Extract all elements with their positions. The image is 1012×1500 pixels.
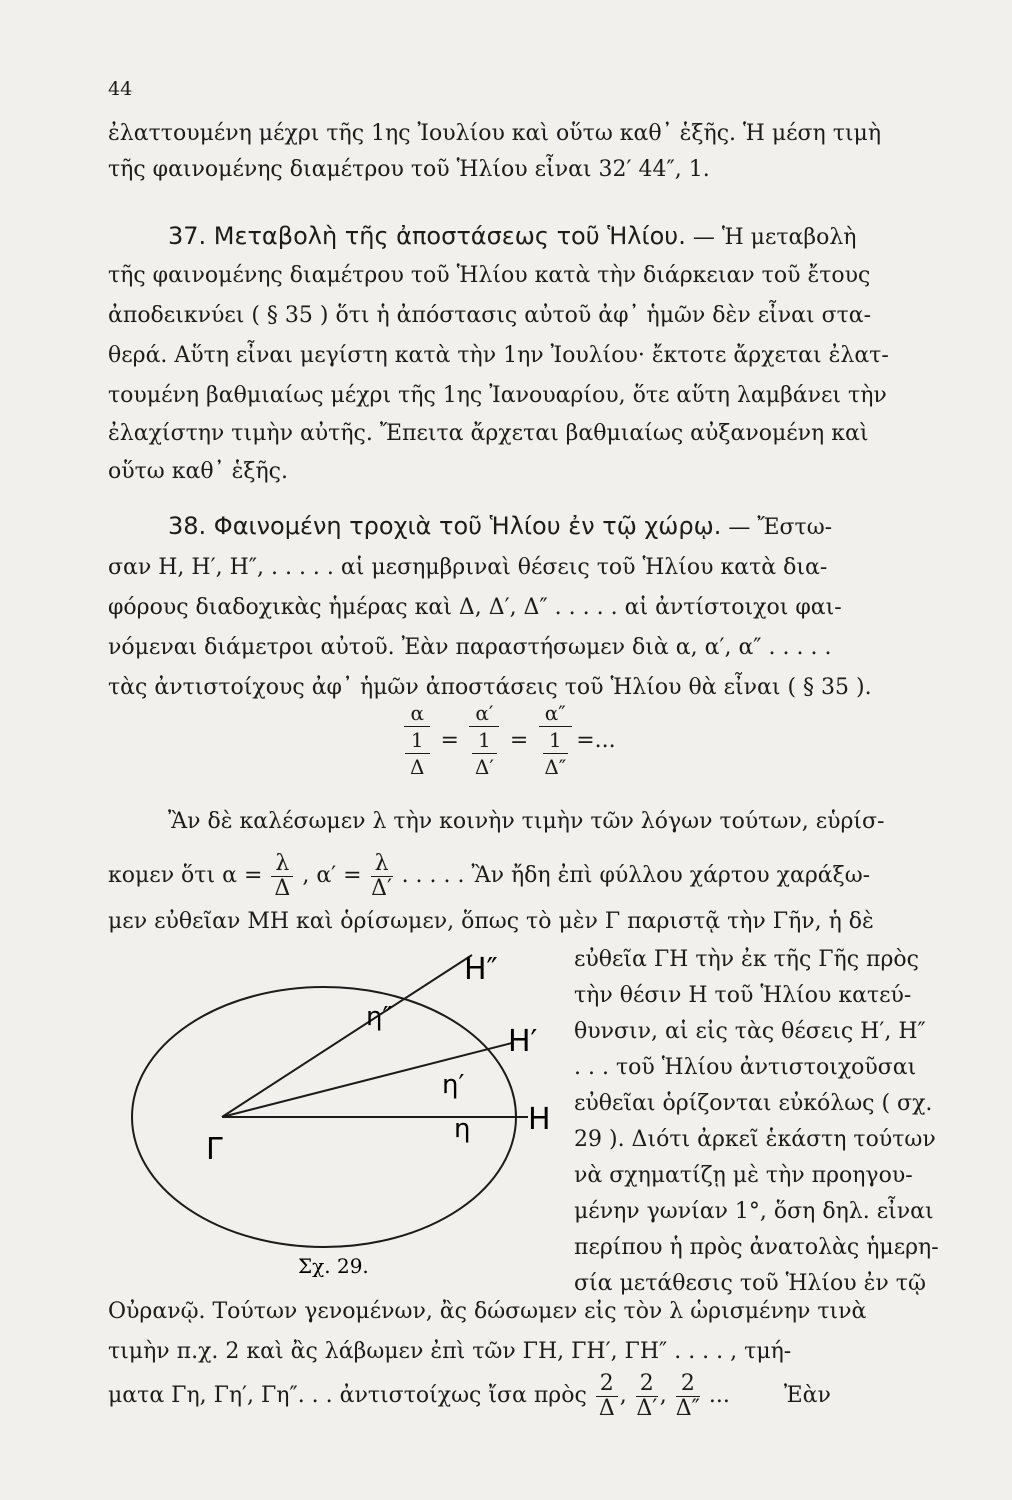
line-gamma-h-prime xyxy=(222,1043,512,1117)
formula-tail: =... xyxy=(576,727,616,753)
section-37-first-line-rest: — Ἡ μεταβολὴ xyxy=(692,225,857,250)
para-after-line3: μεν εὐθεῖαν ΜΗ καὶ ὁρίσωμεν, ὅπως τὸ μὲν Γ παριστᾷ τὴν Γῆν, ἡ δὲ xyxy=(108,909,874,934)
fraction-2-delta-double-prime xyxy=(676,1372,700,1421)
label-gamma: Γ xyxy=(206,1132,223,1167)
side-line: . . . τοῦ Ἡλίου ἀντιστοιχοῦσαι xyxy=(574,1055,917,1080)
side-line: εὐθεῖαι ὁρίζονται εὐκόλως ( σχ. xyxy=(574,1091,933,1116)
fraction-denominator: Δ xyxy=(598,1395,615,1421)
text-segment: , α′ = xyxy=(302,863,362,888)
fraction-denominator: Δ′ xyxy=(636,1395,658,1421)
side-line: περίπου ἡ πρὸς ἀνατολὰς ἡμερη- xyxy=(574,1235,939,1260)
label-eta-double-prime: η″ xyxy=(366,1002,393,1032)
para1-line1: ἐλαττουμένη μέχρι τῆς 1ης Ἰουλίου καὶ οὕτω καθ᾽ ἑξῆς. Ἡ μέση τιμὴ xyxy=(108,121,881,146)
side-line: τὴν θέσιν Η τοῦ Ἡλίου κατεύ- xyxy=(574,983,912,1008)
term-numerator: α″ xyxy=(539,700,572,727)
formula-term xyxy=(538,700,572,780)
para-after-line1: Ἂν δὲ καλέσωμεν λ τὴν κοινὴν τιμὴν τῶν λόγων τούτων, εὑρίσ- xyxy=(168,809,885,834)
section-37-line: τῆς φαινομένης διαμέτρου τοῦ Ἡλίου κατὰ τὴν διάρκειαν τοῦ ἔτους xyxy=(108,263,871,288)
text-segment: κομεν ὅτι α = xyxy=(108,863,263,888)
para-after-line2 xyxy=(108,846,870,906)
fraction-denominator: Δ′ xyxy=(371,875,393,901)
side-line: θυνσιν, αἱ εἰς τὰς θέσεις Η′, Η″ xyxy=(574,1019,926,1044)
section-38-first-line-rest: — Ἔστω- xyxy=(728,515,833,540)
label-h-double-prime: Η″ xyxy=(464,952,498,987)
section-38-heading: 38. Φαινομένη τροχιὰ τοῦ Ἡλίου ἐν τῷ χώρῳ. xyxy=(168,512,722,540)
term-numerator: α′ xyxy=(469,700,499,727)
text-segment: ματα Γη, Γη′, Γη″. . . ἀντιστοίχως ἴσα πρὸς xyxy=(108,1383,587,1408)
term-one: 1 xyxy=(543,727,568,754)
side-line: 29 ). Διότι ἀρκεῖ ἑκάστη τούτων xyxy=(574,1127,936,1152)
section-38-line: νόμεναι διάμετροι αὐτοῦ. Ἐὰν παραστήσωμεν διὰ α, α′, α″ . . . . . xyxy=(108,635,832,660)
fraction-lambda-delta xyxy=(271,852,293,901)
text-segment: Ἐὰν xyxy=(783,1383,831,1408)
fraction-numerator: 2 xyxy=(676,1372,700,1397)
side-line: εὐθεῖα ΓΗ τὴν ἐκ τῆς Γῆς πρὸς xyxy=(574,947,919,972)
term-denominator: Δ xyxy=(410,755,425,779)
label-eta-prime: η′ xyxy=(442,1070,465,1100)
section-37-line: οὕτω καθ᾽ ἑξῆς. xyxy=(108,459,288,484)
proportion-formula xyxy=(400,700,616,780)
fraction-2-delta-prime xyxy=(636,1372,658,1421)
section-38-first-line xyxy=(168,512,832,542)
fraction-numerator: 2 xyxy=(636,1372,658,1397)
term-denominator: Δ′ xyxy=(474,755,494,779)
formula-term xyxy=(404,700,430,780)
text-segment: ... xyxy=(708,1383,730,1408)
section-38-line: φόρους διαδοχικὰς ἡμέρας καὶ Δ, Δ′, Δ″ . . . . . αἱ ἀντίστοιχοι φαι- xyxy=(108,595,842,620)
fraction-numerator: λ xyxy=(371,852,393,877)
term-denominator: Δ″ xyxy=(544,755,567,779)
side-line: νὰ σχηματίζῃ μὲ τὴν προηγου- xyxy=(574,1163,913,1188)
fraction-denominator: Δ xyxy=(274,875,291,901)
section-38-line: τὰς ἀντιστοίχους ἀφ᾽ ἡμῶν ἀποστάσεις τοῦ Ἡλίου θὰ εἶναι ( § 35 ). xyxy=(108,675,872,700)
side-line: μένην γωνίαν 1°, ὅση δηλ. εἶναι xyxy=(574,1199,934,1224)
fraction-numerator: λ xyxy=(271,852,293,877)
final-line3: ματα Γη, Γη′, Γη″. . . ἀντιστοίχως ἴσα πρὸς $\frac{2}{\Delta}$ , $\frac{2}{\Delta'}$ , $\frac{2}{\Delta''}$ ... Ἐὰν xyxy=(108,1370,831,1421)
equals-sign: = xyxy=(509,727,529,753)
equals-sign: = xyxy=(440,727,459,753)
final-line1: Οὐρανῷ. Τούτων γενομένων, ἂς δώσωμεν εἰς τὸν λ ὡρισμένην τινὰ xyxy=(108,1299,867,1324)
section-37-line: τουμένη βαθμιαίως μέχρι τῆς 1ης Ἰανουαρίου, ὅτε αὕτη λαμβάνει τὴν xyxy=(108,383,887,408)
para1-line2: τῆς φαινομένης διαμέτρου τοῦ Ἡλίου εἶναι 32′ 44″, 1. xyxy=(108,157,710,182)
section-37-line: ἐλαχίστην τιμὴν αὐτῆς. Ἔπειτα ἄρχεται βαθμιαίως αὐξανομένη καὶ xyxy=(108,421,869,446)
section-37-line: θερά. Αὕτη εἶναι μεγίστη κατὰ τὴν 1ην Ἰουλίου· ἔκτοτε ἄρχεται ἐλατ- xyxy=(108,343,889,368)
figure-caption: Σχ. 29. xyxy=(298,1254,369,1278)
section-37-line: ἀποδεικνύει ( § 35 ) ὅτι ἡ ἀπόστασις αὐτοῦ ἀφ᾽ ἡμῶν δὲν εἶναι στα- xyxy=(108,303,872,328)
term-one: 1 xyxy=(405,727,430,754)
fraction-2-delta xyxy=(596,1372,618,1421)
fraction-numerator: 2 xyxy=(596,1372,618,1397)
figure-29 xyxy=(110,945,560,1285)
line-gamma-h-double-prime xyxy=(222,955,472,1117)
fraction-lambda-delta-prime xyxy=(371,852,393,901)
text-segment: . . . . . Ἂν ἤδη ἐπὶ φύλλου χάρτου χαράξω- xyxy=(401,863,871,888)
term-numerator: α xyxy=(404,700,430,727)
page-number: 44 xyxy=(108,78,133,100)
section-38-line: σαν Η, Η′, Η″, . . . . . αἱ μεσημβριναὶ θέσεις τοῦ Ἡλίου κατὰ δια- xyxy=(108,555,828,580)
fraction-denominator: Δ″ xyxy=(675,1395,700,1421)
term-one: 1 xyxy=(472,727,497,754)
section-37-heading: 37. Μεταβολὴ τῆς ἀποστάσεως τοῦ Ἡλίου. xyxy=(168,222,686,250)
label-h-prime: Η′ xyxy=(508,1024,538,1059)
final-line2: τιμὴν π.χ. 2 καὶ ἂς λάβωμεν ἐπὶ τῶν ΓΗ, ΓΗ′, ΓΗ″ . . . . , τμή- xyxy=(108,1339,792,1364)
section-37-first-line xyxy=(168,222,856,252)
side-line: σία μετάθεσις τοῦ Ἡλίου ἐν τῷ xyxy=(574,1271,926,1296)
label-h: Η xyxy=(528,1102,551,1137)
formula-term xyxy=(469,700,500,780)
label-eta: η xyxy=(454,1114,471,1144)
